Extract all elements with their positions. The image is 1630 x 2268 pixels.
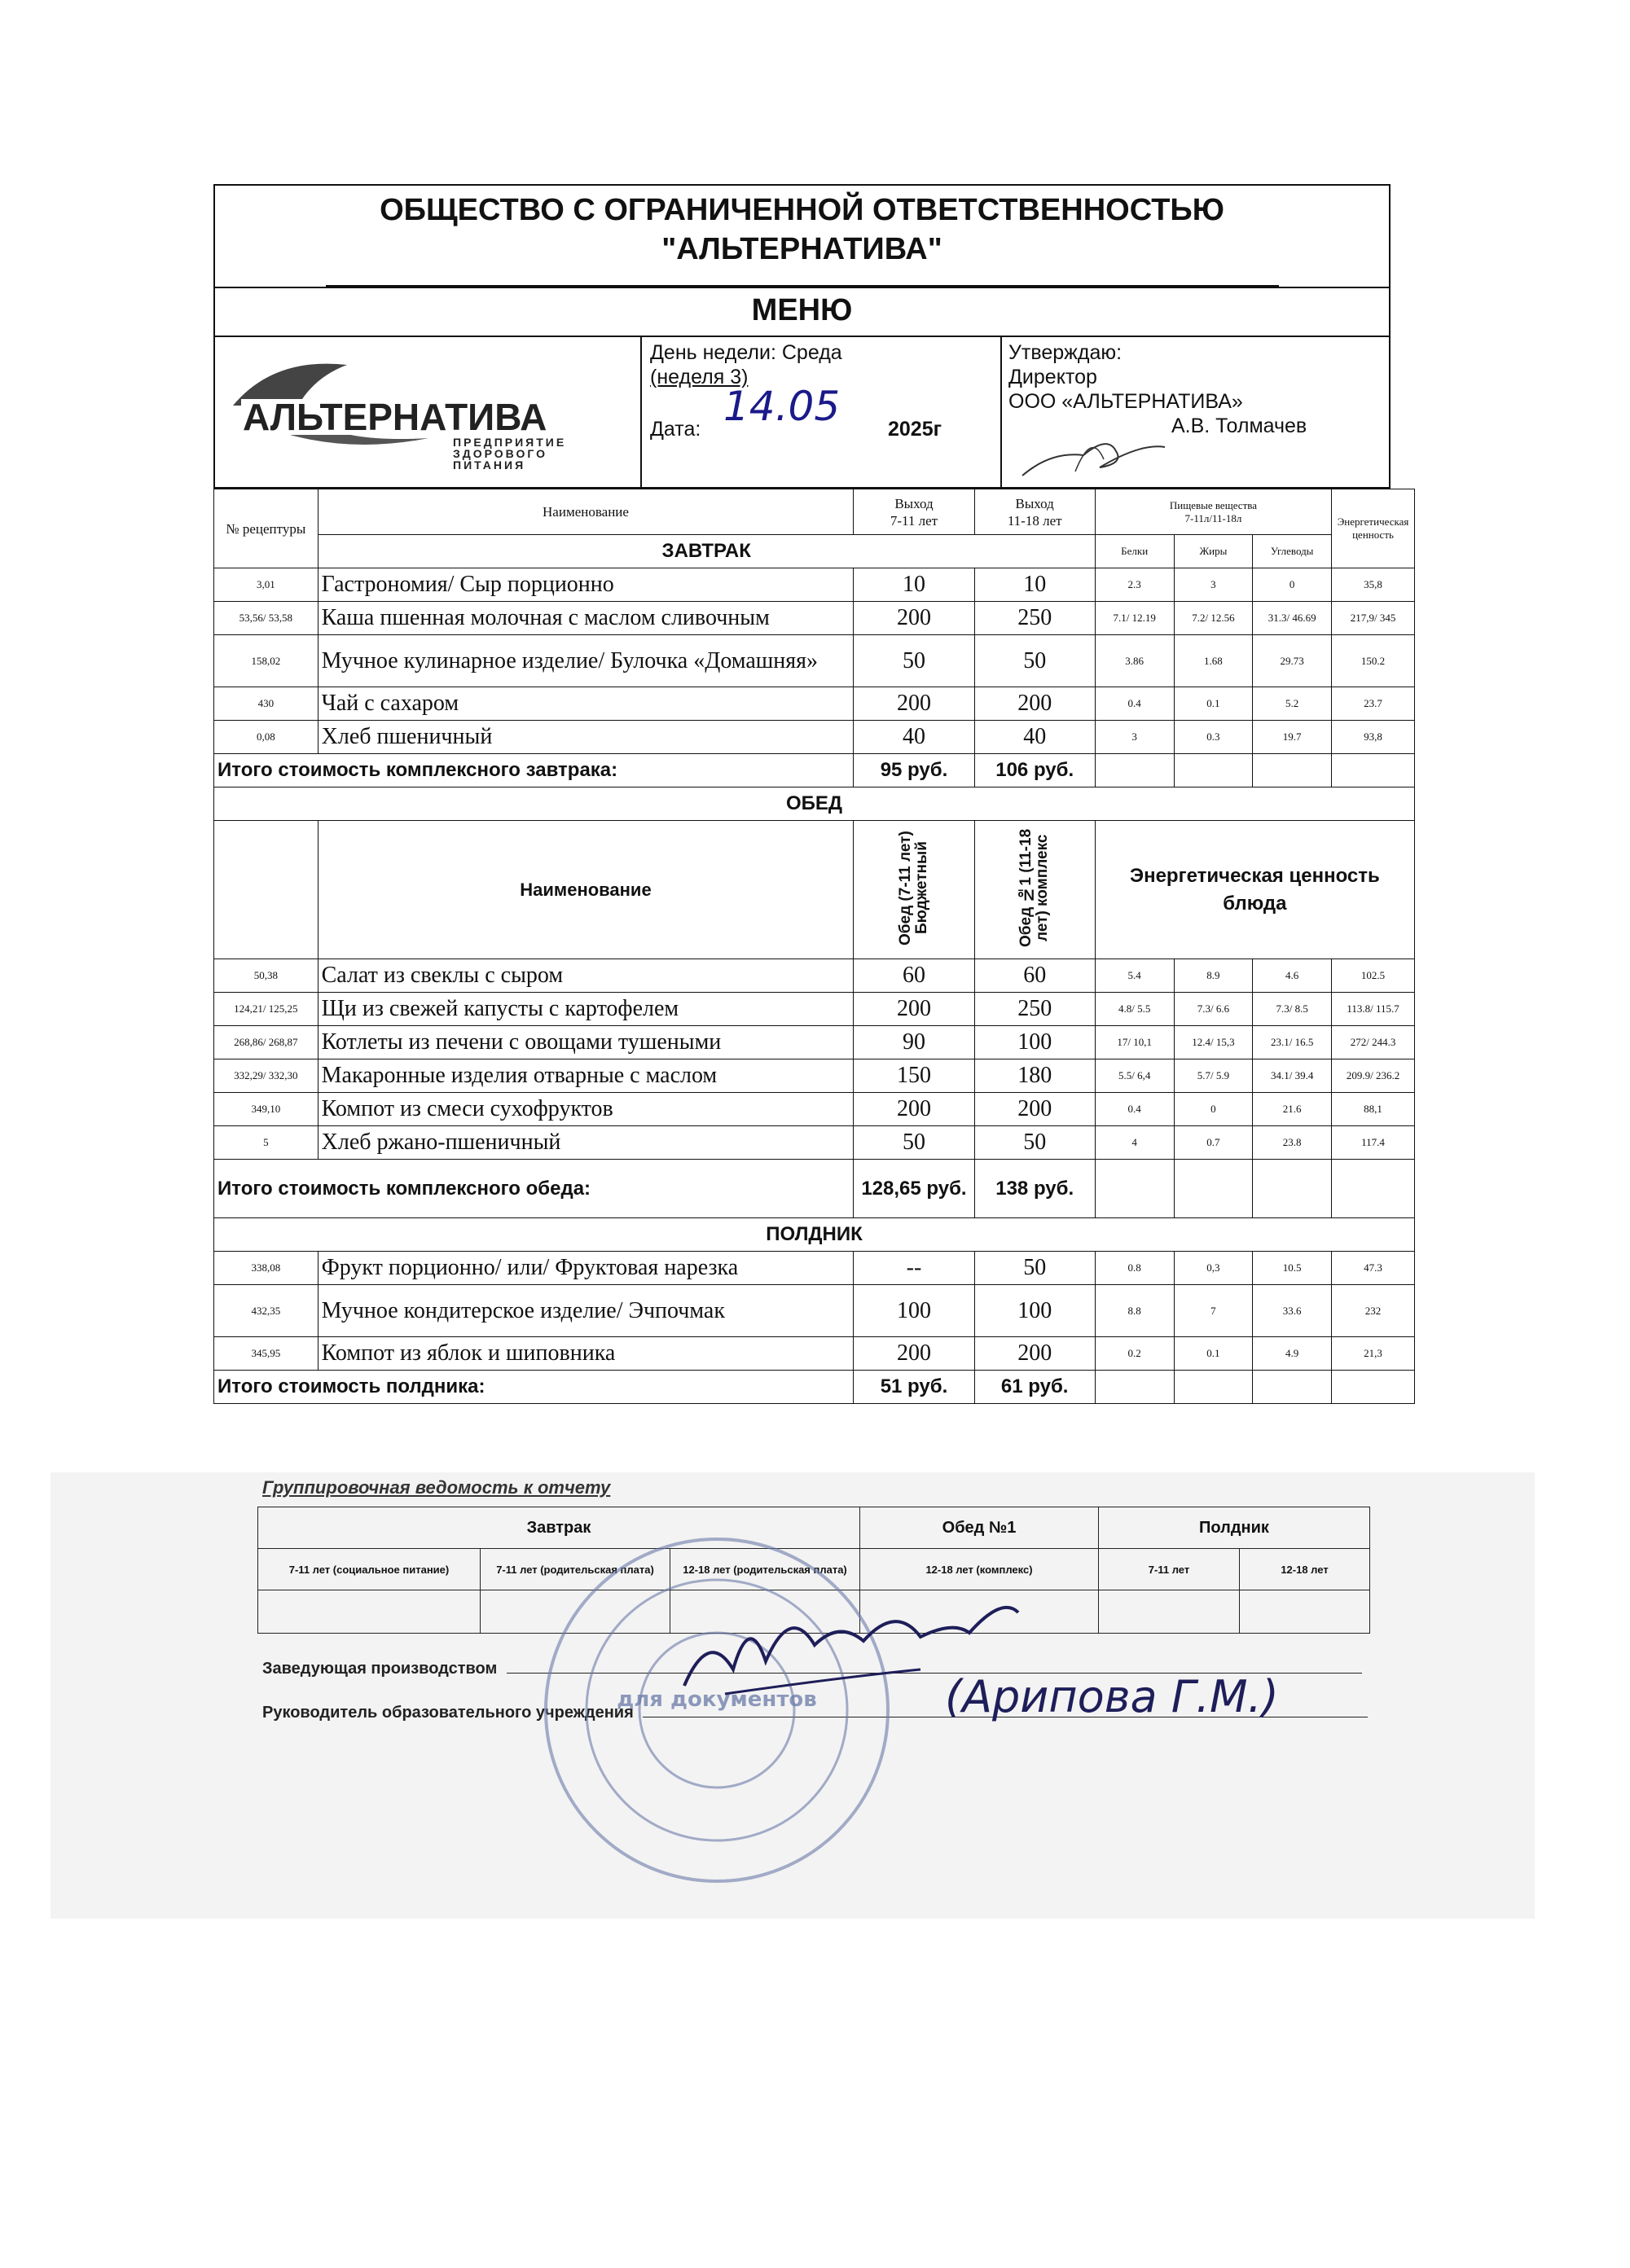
recipe-number: 0,08: [214, 721, 319, 754]
energy-value: 113.8/ 115.7: [1332, 993, 1415, 1026]
output-11-18: 180: [974, 1059, 1095, 1093]
org-name-line2: "АЛЬТЕРНАТИВА": [661, 232, 942, 266]
output-11-18: 50: [974, 1252, 1095, 1285]
fat-value: 12.4/ 15,3: [1174, 1026, 1253, 1059]
date-row: [650, 383, 992, 458]
lunch-total-b: 138 руб.: [974, 1160, 1095, 1218]
head-name: Наименование: [318, 489, 854, 535]
energy-value: 117.4: [1332, 1126, 1415, 1160]
table-row: [214, 993, 1415, 1026]
grouping-sub-s2: 12-18 лет: [1240, 1549, 1370, 1590]
dish-name: Мучное кондитерское изделие/ Эчпочмак: [318, 1285, 854, 1337]
dish-name: Макаронные изделия отварные с маслом: [318, 1059, 854, 1093]
approval-cell: [1001, 336, 1390, 488]
fat-value: 7: [1174, 1285, 1253, 1337]
approve-name: А.В. Толмачев: [1171, 415, 1307, 437]
protein-value: 4: [1095, 1126, 1174, 1160]
output-7-11: 90: [854, 1026, 974, 1059]
table-row: [214, 602, 1415, 635]
recipe-number: 158,02: [214, 635, 319, 687]
carbs-value: 33.6: [1253, 1285, 1332, 1337]
output-11-18: 40: [974, 721, 1095, 754]
output-11-18: 50: [974, 1126, 1095, 1160]
protein-value: 0.8: [1095, 1252, 1174, 1285]
grouping-sub-s1: 7-11 лет: [1099, 1549, 1240, 1590]
head-nutrients: Пищевые вещества 7-11л/11-18л: [1095, 489, 1331, 535]
protein-value: 5.4: [1095, 959, 1174, 993]
output-11-18: 60: [974, 959, 1095, 993]
snack-total-label: Итого стоимость полдника:: [214, 1371, 854, 1404]
grouping-cell-empty: [1240, 1590, 1370, 1634]
alternativa-logo: [225, 349, 608, 471]
output-11-18: 200: [974, 1337, 1095, 1371]
fat-value: 0,3: [1174, 1252, 1253, 1285]
table-row: [214, 1093, 1415, 1126]
recipe-number: 50,38: [214, 959, 319, 993]
director-signature: [1018, 427, 1173, 484]
menu-sheet: [213, 184, 1409, 1404]
lunch-head-empty: [214, 821, 319, 959]
lunch-rows: [214, 959, 1415, 1160]
recipe-number: 349,10: [214, 1093, 319, 1126]
table-row: [214, 1337, 1415, 1371]
output-11-18: 250: [974, 602, 1095, 635]
energy-value: 272/ 244.3: [1332, 1026, 1415, 1059]
output-7-11: 200: [854, 993, 974, 1026]
recipe-number: 338,08: [214, 1252, 319, 1285]
head-fat: Жиры: [1174, 535, 1253, 568]
fat-value: 7.3/ 6.6: [1174, 993, 1253, 1026]
carbs-value: 0: [1253, 568, 1332, 602]
protein-value: 0.4: [1095, 1093, 1174, 1126]
dish-name: Салат из свеклы с сыром: [318, 959, 854, 993]
date-handwritten: 14.05: [723, 383, 841, 430]
output-7-11: 60: [854, 959, 974, 993]
protein-value: 7.1/ 12.19: [1095, 602, 1174, 635]
stamp-center: для документов: [617, 1687, 817, 1712]
fat-value: 3: [1174, 568, 1253, 602]
recipe-number: 332,29/ 332,30: [214, 1059, 319, 1093]
section-breakfast: ЗАВТРАК: [318, 535, 1095, 568]
dish-name: Гастрономия/ Сыр порционно: [318, 568, 854, 602]
approve-org: ООО «АЛЬТЕРНАТИВА»: [1008, 390, 1243, 413]
fat-value: 0.3: [1174, 721, 1253, 754]
energy-value: 150.2: [1332, 635, 1415, 687]
fat-value: 0.7: [1174, 1126, 1253, 1160]
output-7-11: 200: [854, 687, 974, 721]
logo-cell: [214, 336, 641, 488]
carbs-value: 31.3/ 46.69: [1253, 602, 1332, 635]
table-row: [214, 1252, 1415, 1285]
output-7-11: 40: [854, 721, 974, 754]
day-of-week: День недели: Среда: [650, 341, 842, 364]
header-table: [213, 184, 1391, 489]
approve-role: Директор: [1008, 366, 1097, 388]
head-recipe-no: № рецептуры: [214, 489, 319, 568]
lunch-head-b: Обед №1 (11-18 лет) комплекс: [974, 821, 1095, 959]
carbs-value: 23.1/ 16.5: [1253, 1026, 1332, 1059]
table-row: [214, 1126, 1415, 1160]
date-label: Дата:: [650, 418, 701, 441]
lunch-head-energy: Энергетическая ценность блюда: [1095, 821, 1414, 959]
head-protein: Белки: [1095, 535, 1174, 568]
energy-value: 21,3: [1332, 1337, 1415, 1371]
logo-sub1: ПРЕДПРИЯТИЕ: [453, 436, 567, 449]
carbs-value: 19.7: [1253, 721, 1332, 754]
day-cell: [641, 336, 1001, 488]
production-head-handwritten: (Арипова Г.М.): [945, 1671, 1279, 1722]
dish-name: Котлеты из печени с овощами тушеными: [318, 1026, 854, 1059]
energy-value: 88,1: [1332, 1093, 1415, 1126]
dish-name: Фрукт порционно/ или/ Фруктовая нарезка: [318, 1252, 854, 1285]
energy-value: 47.3: [1332, 1252, 1415, 1285]
energy-value: 209.9/ 236.2: [1332, 1059, 1415, 1093]
head-out-11-18: Выход 11-18 лет: [974, 489, 1095, 535]
carbs-value: 10.5: [1253, 1252, 1332, 1285]
output-7-11: 150: [854, 1059, 974, 1093]
section-snack: ПОЛДНИК: [214, 1218, 1415, 1252]
recipe-number: 5: [214, 1126, 319, 1160]
recipe-number: 53,56/ 53,58: [214, 602, 319, 635]
grouping-sub-b3: 12-18 лет (родительская плата): [670, 1549, 860, 1590]
protein-value: 5.5/ 6,4: [1095, 1059, 1174, 1093]
protein-value: 8.8: [1095, 1285, 1174, 1337]
fat-value: 0.1: [1174, 687, 1253, 721]
recipe-number: 430: [214, 687, 319, 721]
dish-name: Мучное кулинарное изделие/ Булочка «Домашняя»: [318, 635, 854, 687]
recipe-number: 432,35: [214, 1285, 319, 1337]
head-energy: Энергетическая ценность: [1332, 489, 1415, 568]
recipe-number: 124,21/ 125,25: [214, 993, 319, 1026]
table-row: [214, 635, 1415, 687]
output-7-11: 100: [854, 1285, 974, 1337]
week-number: (неделя 3): [650, 366, 749, 388]
grouping-snack: Полдник: [1099, 1507, 1370, 1549]
dish-name: Каша пшенная молочная с маслом сливочным: [318, 602, 854, 635]
school-head-label: Руководитель образовательного учреждения: [262, 1704, 634, 1722]
logo-sub3: ПИТАНИЯ: [453, 458, 526, 471]
head-out-7-11: Выход 7-11 лет: [854, 489, 974, 535]
title-rule: [326, 285, 1279, 287]
table-row: [214, 721, 1415, 754]
table-row: [214, 568, 1415, 602]
energy-value: 35,8: [1332, 568, 1415, 602]
fat-value: 0: [1174, 1093, 1253, 1126]
snack-rows: [214, 1252, 1415, 1371]
approve-label: Утверждаю:: [1008, 341, 1123, 364]
carbs-value: 29.73: [1253, 635, 1332, 687]
carbs-value: 21.6: [1253, 1093, 1332, 1126]
dish-name: Чай с сахаром: [318, 687, 854, 721]
lunch-total-a: 128,65 руб.: [854, 1160, 974, 1218]
org-name-line1: ОБЩЕСТВО С ОГРАНИЧЕННОЙ ОТВЕТСТВЕННОСТЬЮ: [380, 193, 1224, 227]
carbs-value: 4.6: [1253, 959, 1332, 993]
dish-name: Компот из смеси сухофруктов: [318, 1093, 854, 1126]
carbs-value: 7.3/ 8.5: [1253, 993, 1332, 1026]
output-11-18: 200: [974, 687, 1095, 721]
lunch-head-name: Наименование: [318, 821, 854, 959]
dish-name: Щи из свежей капусты с картофелем: [318, 993, 854, 1026]
menu-table: [213, 489, 1415, 1404]
protein-value: 2.3: [1095, 568, 1174, 602]
output-7-11: 10: [854, 568, 974, 602]
output-11-18: 10: [974, 568, 1095, 602]
fat-value: 7.2/ 12.56: [1174, 602, 1253, 635]
grouping-sub-l1: 12-18 лет (комплекс): [860, 1549, 1099, 1590]
recipe-number: 345,95: [214, 1337, 319, 1371]
energy-value: 93,8: [1332, 721, 1415, 754]
output-11-18: 100: [974, 1285, 1095, 1337]
output-7-11: 200: [854, 602, 974, 635]
grouping-title: Группировочная ведомость к отчету: [262, 1477, 611, 1498]
dish-name: Хлеб пшеничный: [318, 721, 854, 754]
snack-total-a: 51 руб.: [854, 1371, 974, 1404]
energy-value: 102.5: [1332, 959, 1415, 993]
carbs-value: 23.8: [1253, 1126, 1332, 1160]
output-11-18: 50: [974, 635, 1095, 687]
protein-value: 17/ 10,1: [1095, 1026, 1174, 1059]
protein-value: 3: [1095, 721, 1174, 754]
energy-value: 23.7: [1332, 687, 1415, 721]
grouping-breakfast: Завтрак: [258, 1507, 860, 1549]
lunch-head-a: Обед (7-11 лет) Бюджетный: [854, 821, 974, 959]
output-11-18: 100: [974, 1026, 1095, 1059]
protein-value: 0.2: [1095, 1337, 1174, 1371]
recipe-number: 268,86/ 268,87: [214, 1026, 319, 1059]
grouping-sub-b2: 7-11 лет (родительская плата): [481, 1549, 670, 1590]
breakfast-total-b: 106 руб.: [974, 754, 1095, 787]
table-row: [214, 1059, 1415, 1093]
snack-total-b: 61 руб.: [974, 1371, 1095, 1404]
protein-value: 4.8/ 5.5: [1095, 993, 1174, 1026]
carbs-value: 34.1/ 39.4: [1253, 1059, 1332, 1093]
recipe-number: 3,01: [214, 568, 319, 602]
carbs-value: 5.2: [1253, 687, 1332, 721]
head-carbs: Углеводы: [1253, 535, 1332, 568]
output-7-11: 200: [854, 1337, 974, 1371]
table-row: [214, 1026, 1415, 1059]
output-11-18: 200: [974, 1093, 1095, 1126]
energy-value: 217,9/ 345: [1332, 602, 1415, 635]
lunch-total-label: Итого стоимость комплексного обеда:: [214, 1160, 854, 1218]
production-head-label: Заведующая производством: [262, 1660, 498, 1678]
table-row: [214, 687, 1415, 721]
grouping-cell-empty: [258, 1590, 481, 1634]
output-7-11: 50: [854, 635, 974, 687]
output-7-11: 50: [854, 1126, 974, 1160]
fat-value: 1.68: [1174, 635, 1253, 687]
output-7-11: 200: [854, 1093, 974, 1126]
logo-sub2: ЗДОРОВОГО: [453, 447, 547, 460]
fat-value: 0.1: [1174, 1337, 1253, 1371]
grouping-lunch: Обед №1: [860, 1507, 1099, 1549]
grouping-sub-b1: 7-11 лет (социальное питание): [258, 1549, 481, 1590]
protein-value: 0.4: [1095, 687, 1174, 721]
menu-title: МЕНЮ: [214, 287, 1390, 336]
logo-text: АЛЬТЕРНАТИВА: [243, 396, 547, 438]
org-title-cell: [214, 185, 1390, 287]
date-year: 2025г: [888, 418, 942, 441]
table-row: [214, 1285, 1415, 1337]
table-row: [214, 959, 1415, 993]
fat-value: 8.9: [1174, 959, 1253, 993]
energy-value: 232: [1332, 1285, 1415, 1337]
fat-value: 5.7/ 5.9: [1174, 1059, 1253, 1093]
carbs-value: 4.9: [1253, 1337, 1332, 1371]
breakfast-rows: [214, 568, 1415, 754]
output-7-11: --: [854, 1252, 974, 1285]
breakfast-total-a: 95 руб.: [854, 754, 974, 787]
dish-name: Компот из яблок и шиповника: [318, 1337, 854, 1371]
output-11-18: 250: [974, 993, 1095, 1026]
section-lunch: ОБЕД: [214, 787, 1415, 821]
dish-name: Хлеб ржано-пшеничный: [318, 1126, 854, 1160]
protein-value: 3.86: [1095, 635, 1174, 687]
breakfast-total-label: Итого стоимость комплексного завтрака:: [214, 754, 854, 787]
